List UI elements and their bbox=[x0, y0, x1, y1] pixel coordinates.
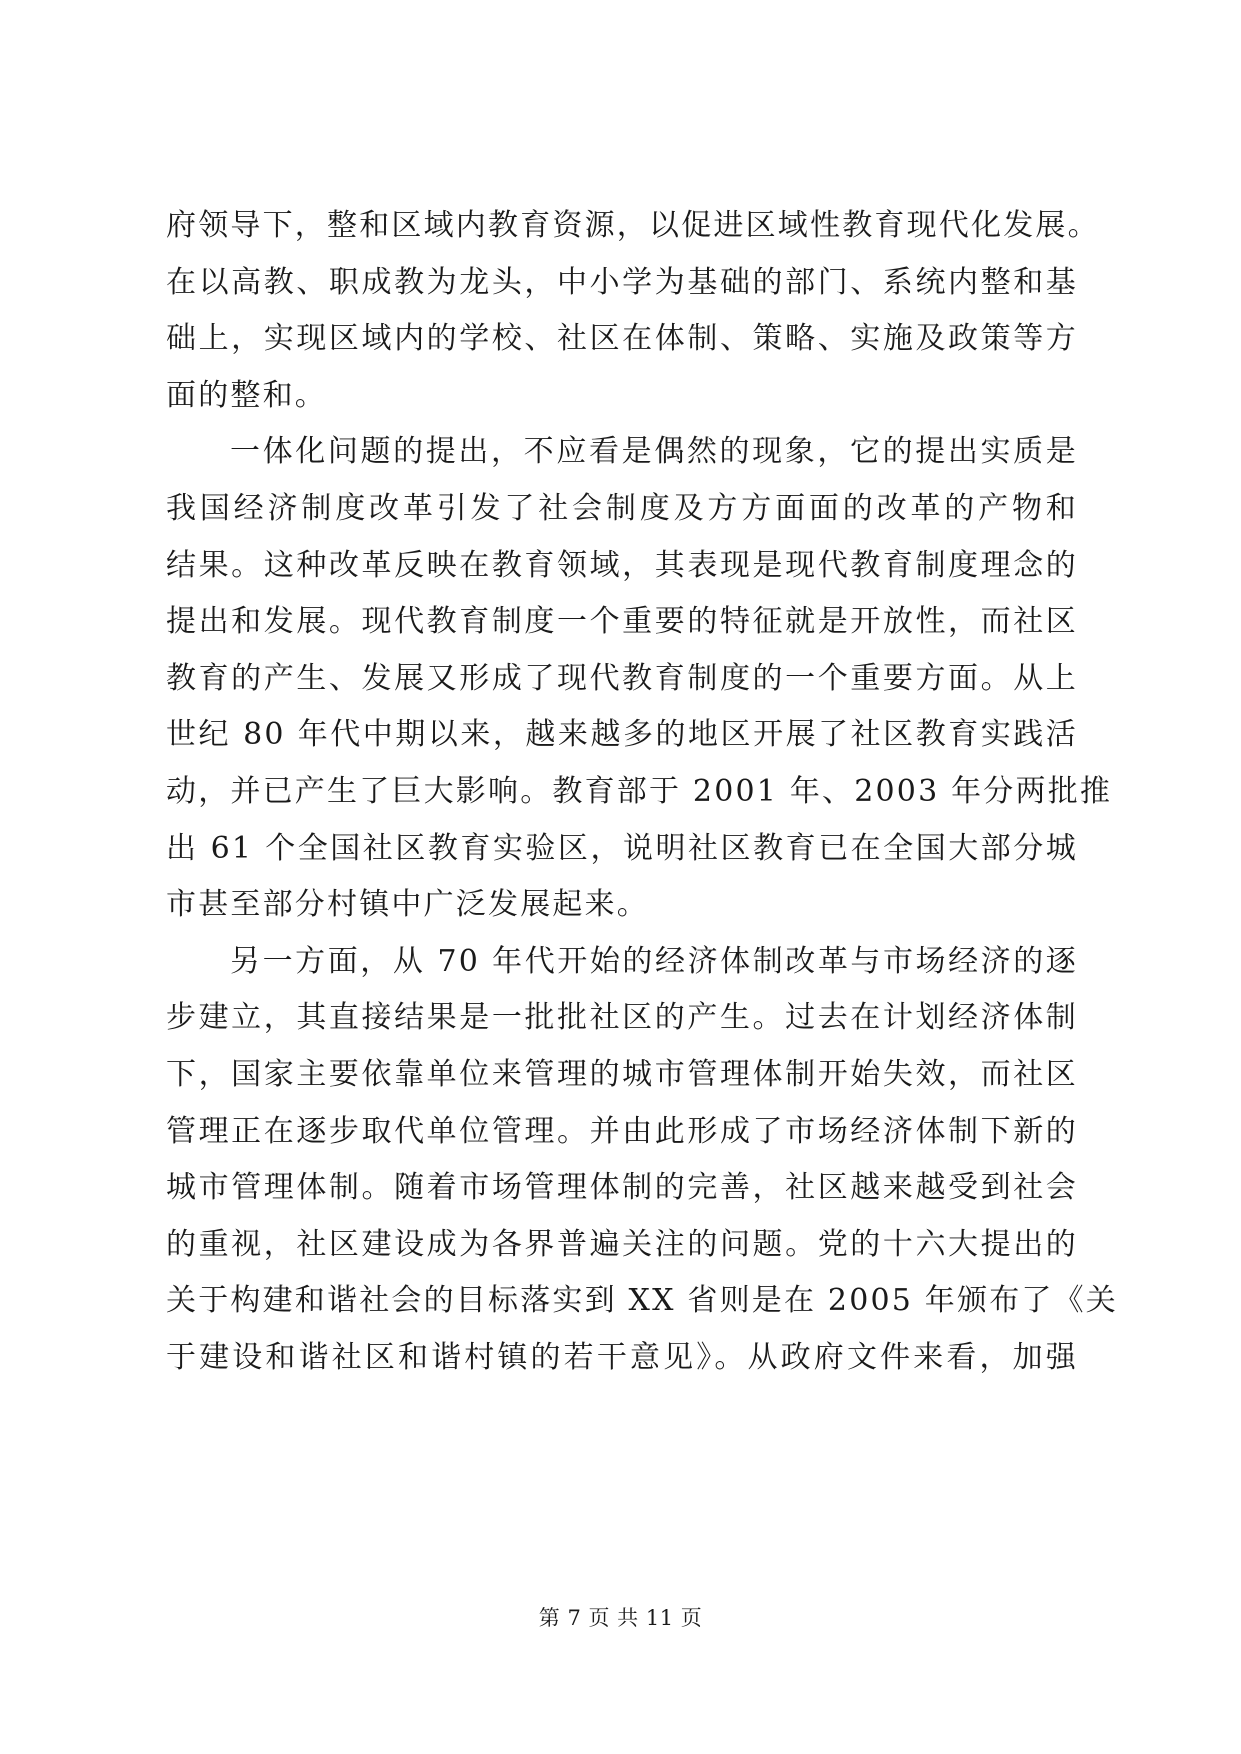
text-line: 于建设和谐社区和谐村镇的若干意见》。从政府文件来看，加强 bbox=[166, 1339, 1078, 1375]
text-line: 关于构建和谐社会的目标落实到 XX 省则是在 2005 年颁布了《关 bbox=[166, 1283, 1119, 1319]
text-line: 面的整和。 bbox=[166, 377, 327, 413]
paragraph bbox=[166, 198, 1100, 424]
text-line: 下，国家主要依靠单位来管理的城市管理体制开始失效，而社区 bbox=[166, 1056, 1078, 1092]
text-line: 府领导下，整和区域内教育资源，以促进区域性教育现代化发展。 bbox=[166, 208, 1100, 243]
paragraph bbox=[166, 934, 1119, 1387]
text-line: 教育的产生、发展又形成了现代教育制度的一个重要方面。从上 bbox=[166, 660, 1078, 696]
text-line: 出 61 个全国社区教育实验区，说明社区教育已在全国大部分城 bbox=[166, 830, 1078, 866]
text-line: 步建立，其直接结果是一批批社区的产生。过去在计划经济体制 bbox=[166, 1000, 1078, 1036]
body-text bbox=[166, 198, 1119, 1386]
text-line: 另一方面，从 70 年代开始的经济体制改革与市场经济的逐 bbox=[230, 943, 1078, 979]
paragraph bbox=[166, 424, 1113, 933]
text-line: 动，并已产生了巨大影响。教育部于 2001 年、2003 年分两批推 bbox=[166, 773, 1113, 809]
text-line: 一体化问题的提出，不应看是偶然的现象，它的提出实质是 bbox=[230, 434, 1078, 470]
text-line: 城市管理体制。随着市场管理体制的完善，社区越来越受到社会 bbox=[166, 1170, 1078, 1206]
text-line: 结果。这种改革反映在教育领域，其表现是现代教育制度理念的 bbox=[166, 547, 1078, 583]
text-line: 世纪 80 年代中期以来，越来越多的地区开展了社区教育实践活 bbox=[166, 717, 1078, 753]
text-line: 管理正在逐步取代单位管理。并由此形成了市场经济体制下新的 bbox=[166, 1113, 1078, 1149]
text-line: 础上，实现区域内的学校、社区在体制、策略、实施及政策等方 bbox=[166, 321, 1078, 357]
text-line: 在以高教、职成教为龙头，中小学为基础的部门、系统内整和基 bbox=[166, 264, 1078, 300]
page-footer: 第 7 页 共 11 页 bbox=[538, 1606, 703, 1630]
text-line: 提出和发展。现代教育制度一个重要的特征就是开放性，而社区 bbox=[166, 604, 1078, 640]
text-line: 市甚至部分村镇中广泛发展起来。 bbox=[166, 887, 649, 923]
text-line: 我国经济制度改革引发了社会制度及方方面面的改革的产物和 bbox=[166, 490, 1078, 526]
text-line: 的重视，社区建设成为各界普遍关注的问题。党的十六大提出的 bbox=[166, 1226, 1078, 1262]
